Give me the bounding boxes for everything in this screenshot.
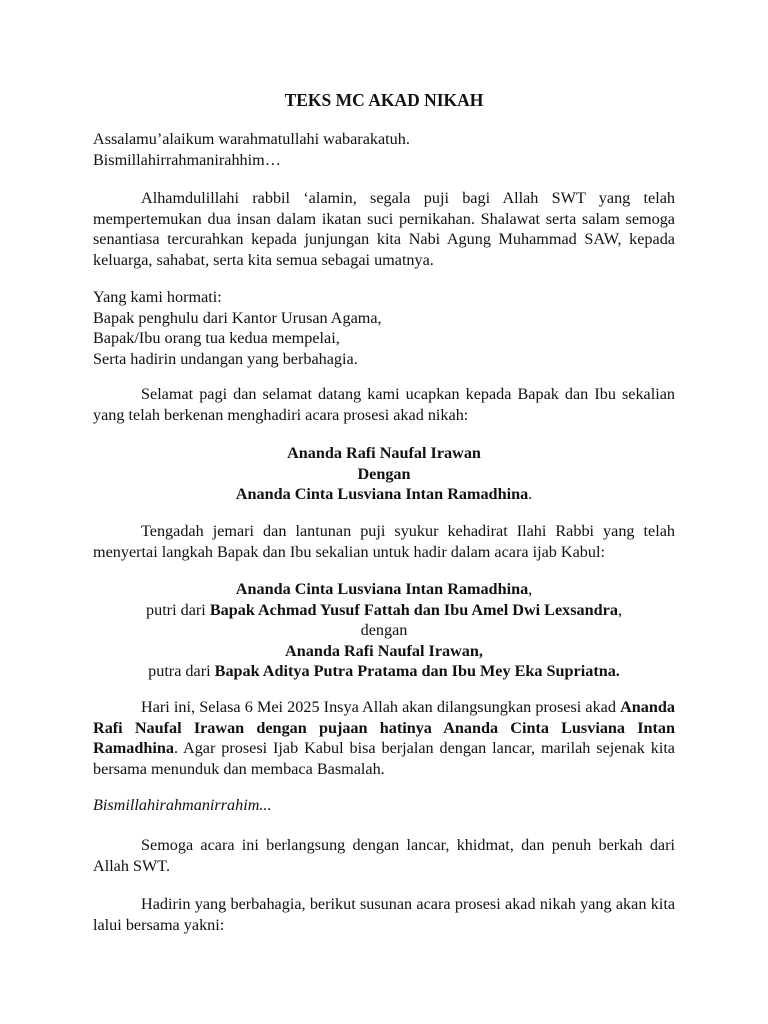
honored-item: Bapak penghulu dari Kantor Urusan Agama, — [93, 308, 382, 327]
groom-name: Ananda Rafi Naufal Irawan — [287, 444, 481, 462]
bride-name-comma: , — [528, 580, 533, 598]
paragraph-today — [93, 697, 675, 779]
families-block — [93, 579, 675, 682]
paragraph-welcome: Selamat pagi dan selamat datang kami ucapkan kepada Bapak dan Ibu sekalian yang telah berkenan menghadiri acara prosesi akad nikah: — [93, 385, 675, 424]
bride-full-name: Ananda Cinta Lusviana Intan Ramadhina — [235, 580, 529, 598]
bride-parents-prefix: putri dari — [146, 600, 210, 619]
honored-item: Serta hadirin undangan yang berbahagia. — [93, 349, 358, 368]
basmalah-text: Bismillahirahmanirrahim... — [93, 796, 272, 814]
paragraph-agenda: Hadirin yang berbahagia, berikut susunan acara prosesi akad nikah yang akan kita lalui bersama yakni: — [93, 895, 675, 934]
basmalah-line — [93, 795, 675, 816]
document-title: TEKS MC AKAD NIKAH — [284, 90, 484, 110]
couple-end-punct: . — [528, 485, 533, 504]
today-text-2: . Agar prosesi Ijab Kabul bisa berjalan dengan lancar, marilah sejenak kita bersama menunduk dan membaca Basmalah. — [93, 739, 675, 778]
bride-parents: Bapak Achmad Yusuf Fattah dan Ibu Amel Dwi Lexsandra — [209, 600, 618, 619]
groom-parents: Bapak Aditya Putra Pratama dan Ibu Mey Eka Supriatna. — [214, 662, 620, 681]
honored-item: Bapak/Ibu orang tua kedua mempelai, — [93, 329, 340, 348]
families-connector: dengan — [360, 621, 408, 640]
paragraph-gratitude: Tengadah jemari dan lantunan puji syukur kehadirat Ilahi Rabbi yang telah menyertai langkah Bapak dan Ibu sekalian untuk hadir dalam acara ijab Kabul: — [93, 522, 675, 561]
today-couple-bold: Ananda Rafi Naufal Irawan dengan pujaan hatinya Ananda Cinta Lusviana Intan Ramadhina — [93, 698, 675, 758]
honored-heading: Yang kami hormati: — [93, 288, 222, 306]
greeting-salam: Assalamu’alaikum warahmatullahi wabarakatuh. — [93, 130, 410, 148]
groom-full-name: Ananda Rafi Naufal Irawan, — [285, 641, 483, 660]
today-text-1: Hari ini, Selasa 6 Mei 2025 Insya Allah akan dilangsungkan prosesi akad — [141, 698, 621, 716]
paragraph-hope: Semoga acara ini berlangsung dengan lancar, khidmat, dan penuh berkah dari Allah SWT. — [93, 836, 675, 875]
bride-name: Ananda Cinta Lusviana Intan Ramadhina — [235, 485, 529, 504]
couple-names — [93, 443, 675, 505]
couple-connector: Dengan — [357, 464, 411, 483]
paragraph-opening: Alhamdulillahi rabbil ‘alamin, segala puji bagi Allah SWT yang telah mempertemukan dua insan dalam ikatan suci pernikahan. Shalawat serta salam semoga senantiasa tercurahkan kepada junjungan kita Nabi Agung Muhammad SAW, kepada keluarga, sahabat, serta kita semua sebagai umatnya. — [93, 189, 675, 269]
greeting-bismillah: Bismillahirrahmanirahhim… — [93, 150, 281, 169]
groom-parents-prefix: putra dari — [148, 662, 215, 681]
honored-guests-list — [93, 287, 675, 369]
greeting-block — [93, 129, 675, 170]
bride-parents-comma: , — [617, 600, 622, 619]
